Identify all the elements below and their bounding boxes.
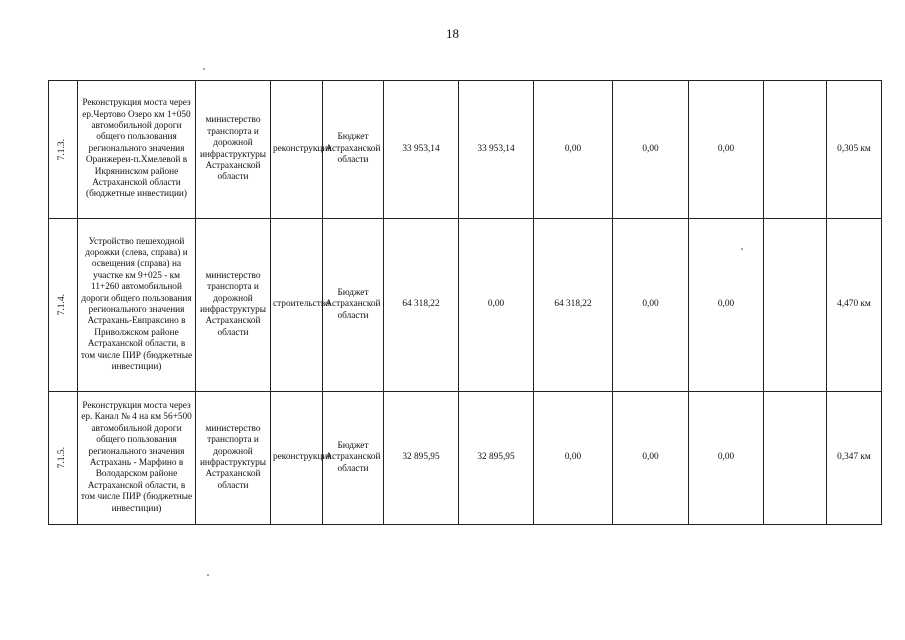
funding-source: Бюджет Астраханской области xyxy=(323,219,384,392)
row-index: 7.1.5. xyxy=(57,447,68,469)
year-5-amount xyxy=(764,81,827,219)
length-value: 4,470 км xyxy=(827,219,882,392)
executor: министерство транспорта и дорожной инфраструктуры Астраханской области xyxy=(196,81,271,219)
table-row xyxy=(49,392,882,525)
year-4-amount: 0,00 xyxy=(689,219,764,392)
executor: министерство транспорта и дорожной инфраструктуры Астраханской области xyxy=(196,219,271,392)
project-name: Реконструкция моста через ер.Чертово Озеро км 1+050 автомобильной дороги общего пользования регионального значения Оранжереи-п.Хмелевой в Икрянинском районе Астраханской области (бюджетные инвестиции) xyxy=(78,81,196,219)
funding-source: Бюджет Астраханской области xyxy=(323,81,384,219)
project-name: Устройство пешеходной дорожки (слева, справа) и освещения (справа) на участке км 9+025 - км 11+260 автомобильной дороги общего пользования регионального значения Астрахань-Евпраксино в Приволжском районе Астраханской области, в том числе ПИР (бюджетные инвестиции) xyxy=(78,219,196,392)
table-row xyxy=(49,219,882,392)
row-index-cell xyxy=(49,392,78,525)
total-amount: 64 318,22 xyxy=(384,219,459,392)
year-2-amount: 0,00 xyxy=(534,392,613,525)
project-name: Реконструкция моста через ер. Канал № 4 на км 56+500 автомобильной дороги общего пользования регионального значения Астрахань - Марфино в Володарском районе Астраханской области, в том числе ПИР (бюджетные инвестиции) xyxy=(78,392,196,525)
budget-table xyxy=(48,80,882,525)
work-type: реконструкция xyxy=(271,392,323,525)
year-4-amount: 0,00 xyxy=(689,81,764,219)
funding-source: Бюджет Астраханской области xyxy=(323,392,384,525)
length-value: 0,305 км xyxy=(827,81,882,219)
row-index-cell xyxy=(49,219,78,392)
year-1-amount: 32 895,95 xyxy=(459,392,534,525)
work-type: реконструкция xyxy=(271,81,323,219)
year-1-amount: 0,00 xyxy=(459,219,534,392)
table-row xyxy=(49,81,882,219)
length-value: 0,347 км xyxy=(827,392,882,525)
page-number: 18 xyxy=(446,26,459,41)
year-3-amount: 0,00 xyxy=(613,392,689,525)
work-type: строительство xyxy=(271,219,323,392)
year-5-amount xyxy=(764,219,827,392)
year-3-amount: 0,00 xyxy=(613,81,689,219)
scan-speck xyxy=(741,248,743,250)
year-2-amount: 64 318,22 xyxy=(534,219,613,392)
scan-speck xyxy=(203,68,205,70)
row-index: 7.1.3. xyxy=(57,138,68,161)
row-index: 7.1.4. xyxy=(57,294,68,316)
year-4-amount: 0,00 xyxy=(689,392,764,525)
row-index-cell xyxy=(49,81,78,219)
year-1-amount: 33 953,14 xyxy=(459,81,534,219)
total-amount: 32 895,95 xyxy=(384,392,459,525)
year-2-amount: 0,00 xyxy=(534,81,613,219)
scan-speck xyxy=(207,574,209,576)
year-5-amount xyxy=(764,392,827,525)
executor: министерство транспорта и дорожной инфраструктуры Астраханской области xyxy=(196,392,271,525)
total-amount: 33 953,14 xyxy=(384,81,459,219)
year-3-amount: 0,00 xyxy=(613,219,689,392)
